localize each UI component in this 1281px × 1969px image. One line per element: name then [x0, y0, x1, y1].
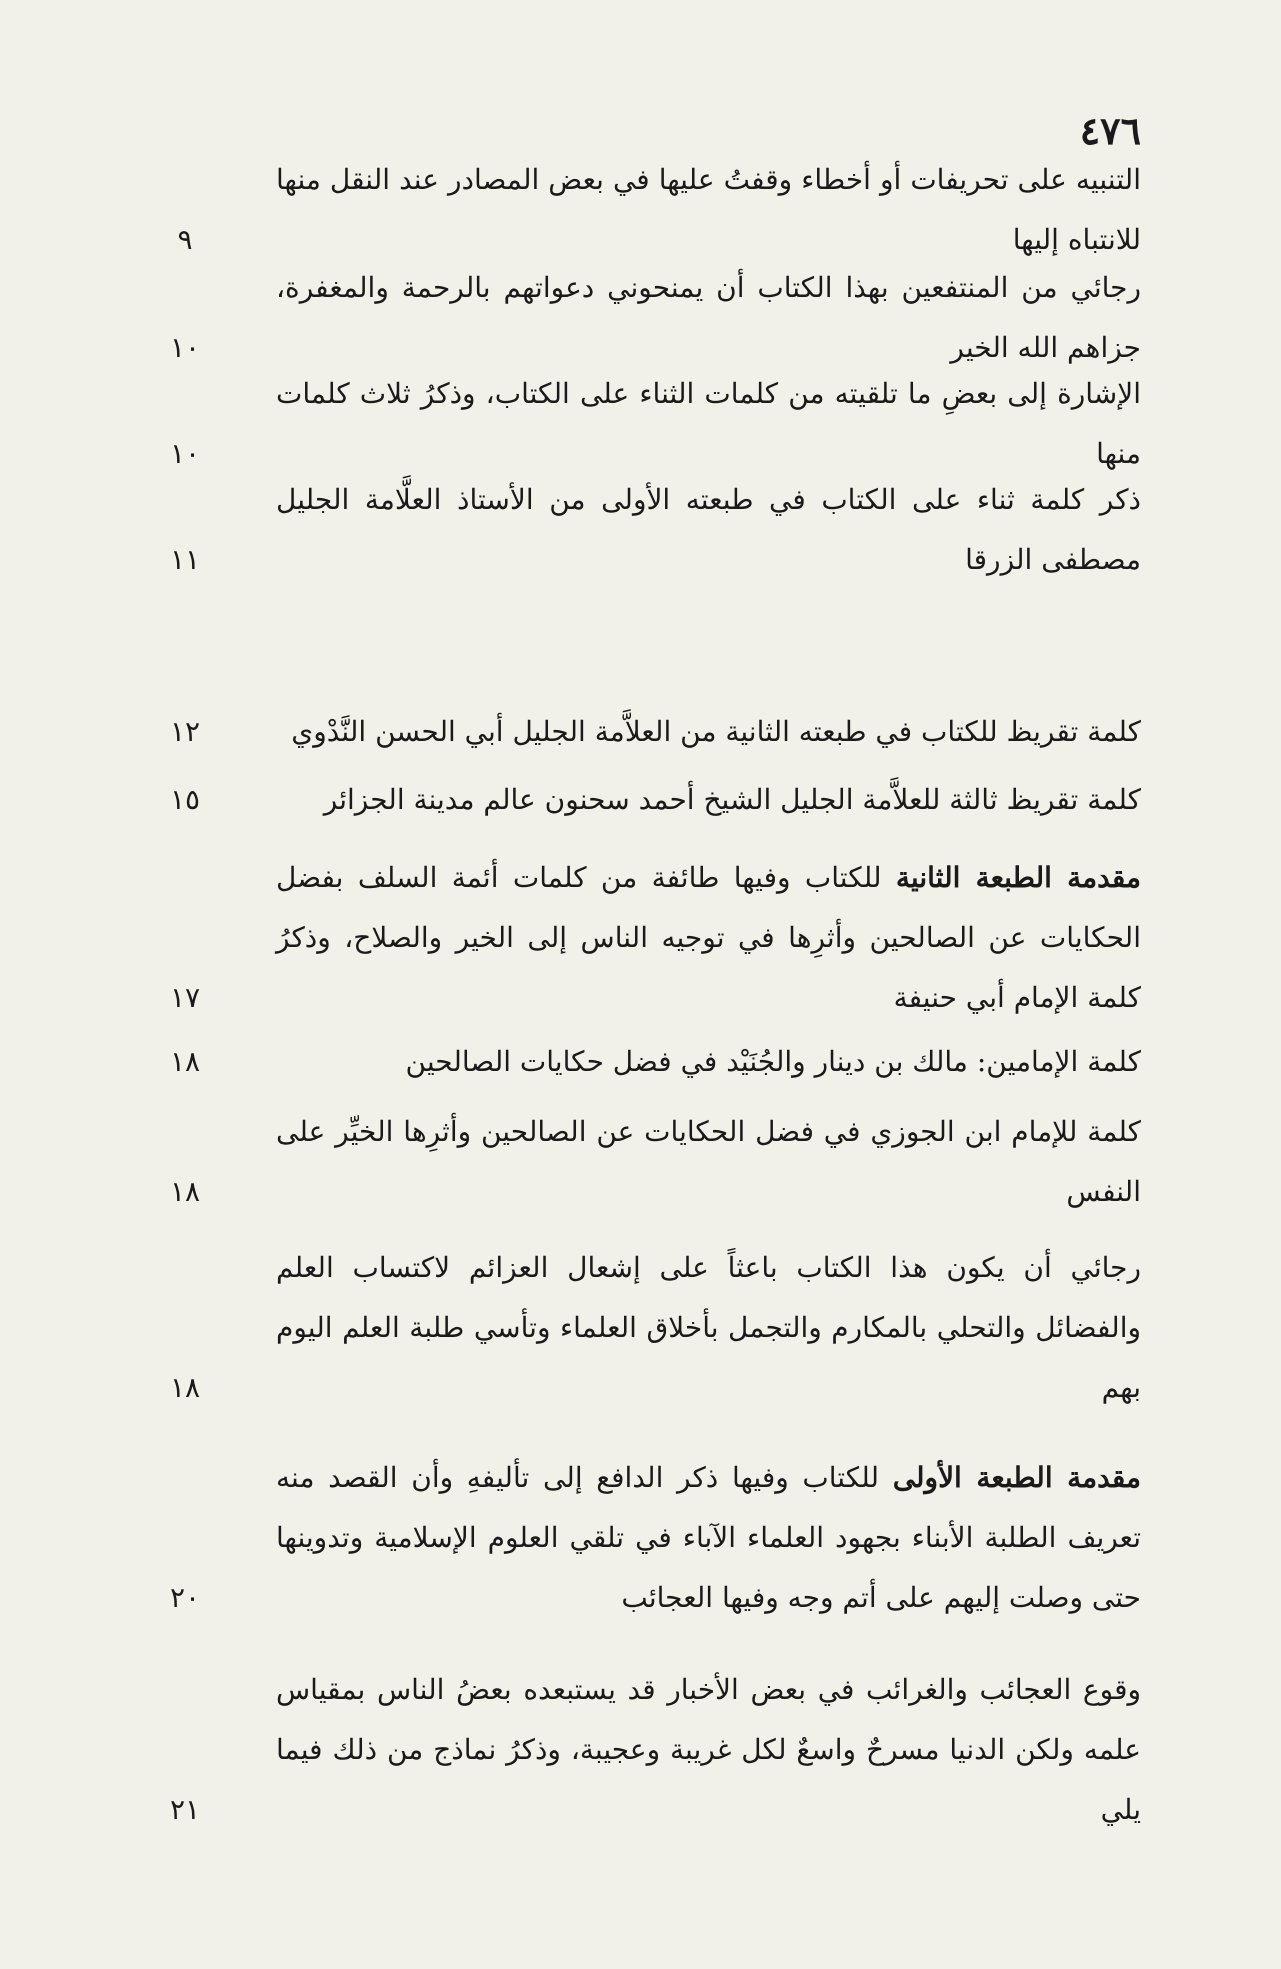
toc-entry [150, 770, 1141, 830]
toc-entry-title: التنبيه على تحريفات أو أخطاء وقفتُ عليها في بعض المصادر عند النقل منها للانتباه إليها [276, 163, 1141, 256]
toc-entry-page: ١٠ [169, 331, 201, 364]
toc-entry-title: وقوع العجائب والغرائب في بعض الأخبار قد يستبعده بعضُ الناس بمقياس علمه ولكن الدنيا مسرحٌ واسعٌ لكل غريبة وعجيبة، وذكرُ نماذج من ذلك فيما يلي [276, 1673, 1141, 1826]
toc-entry-title: الإشارة إلى بعضِ ما تلقيته من كلمات الثناء على الكتاب، وذكرُ ثلاث كلمات منها [276, 377, 1141, 470]
toc-entry [150, 848, 1141, 1028]
toc-entry-page: ٢٠ [169, 1581, 201, 1614]
toc-entry [150, 258, 1141, 378]
toc-entry-page: ١٨ [169, 1045, 201, 1078]
toc-entry-page: ١٧ [169, 981, 201, 1014]
toc-entry-page: ١٠ [169, 437, 201, 470]
toc-entry-page: ١٢ [169, 715, 201, 748]
toc-entry-title: كلمة للإمام ابن الجوزي في فضل الحكايات عن الصالحين وأثرِها الخيِّر على النفس [276, 1115, 1141, 1208]
toc-entry-body: للكتاب وفيها ذكر الدافع إلى تأليفهِ وأن القصد منه تعريف الطلبة الأبناء بجهود العلماء الآباء في تلقي العلوم الإسلامية وتدوينها حتى وصلت إليهم على أتم وجه وفيها العجائب [276, 1461, 1141, 1614]
toc-entry-heading: مقدمة الطبعة الأولى [892, 1461, 1141, 1494]
toc-entry-body: للكتاب وفيها طائفة من كلمات أئمة السلف بفضل الحكايات عن الصالحين وأثرِها في توجيه الناس إلى الخير والصلاح، وذكرُ كلمة الإمام أبي حنيفة [276, 861, 1141, 1014]
toc-entry [150, 1448, 1141, 1628]
toc-entry [150, 470, 1141, 590]
toc-entry [150, 1102, 1141, 1222]
toc-entry [150, 150, 1141, 270]
toc-entry-title: كلمة تقريظ للكتاب في طبعته الثانية من العلاَّمة الجليل أبي الحسن النَّدْوي [291, 715, 1141, 748]
toc-entry-page: ٩ [177, 223, 193, 256]
toc-entry-title [276, 1448, 1141, 1628]
toc-entry-title [276, 848, 1141, 1028]
toc-entry [150, 702, 1141, 762]
page-number: ٤٧٦ [1079, 108, 1141, 153]
toc-entry-page: ١٨ [169, 1371, 201, 1404]
toc-entry-title: ذكر كلمة ثناء على الكتاب في طبعته الأولى من الأستاذ العلَّامة الجليل مصطفى الزرقا [276, 483, 1141, 576]
toc-entry-heading: مقدمة الطبعة الثانية [895, 861, 1141, 894]
toc-entry-page: ١٨ [169, 1175, 201, 1208]
toc-entry-title: رجائي أن يكون هذا الكتاب باعثاً على إشعال العزائم لاكتساب العلم والفضائل والتحلي بالمكارم والتجمل بأخلاق العلماء وتأسي طلبة العلم اليوم بهم [276, 1251, 1141, 1404]
toc-entry [150, 1238, 1141, 1418]
toc-entry-page: ٢١ [169, 1793, 201, 1826]
toc-entry [150, 1660, 1141, 1840]
toc-entry-page: ١٥ [169, 783, 201, 816]
toc-entry-title: كلمة تقريظ ثالثة للعلاَّمة الجليل الشيخ أحمد سحنون عالم مدينة الجزائر [323, 783, 1141, 816]
toc-entry [150, 1032, 1141, 1092]
toc-entry-title: رجائي من المنتفعين بهذا الكتاب أن يمنحوني دعواتهم بالرحمة والمغفرة، جزاهم الله الخير [276, 271, 1141, 364]
toc-entry-title: كلمة الإمامين: مالك بن دينار والجُنَيْد في فضل حكايات الصالحين [405, 1045, 1141, 1078]
toc-entry-page: ١١ [169, 543, 201, 576]
toc-entry [150, 364, 1141, 484]
